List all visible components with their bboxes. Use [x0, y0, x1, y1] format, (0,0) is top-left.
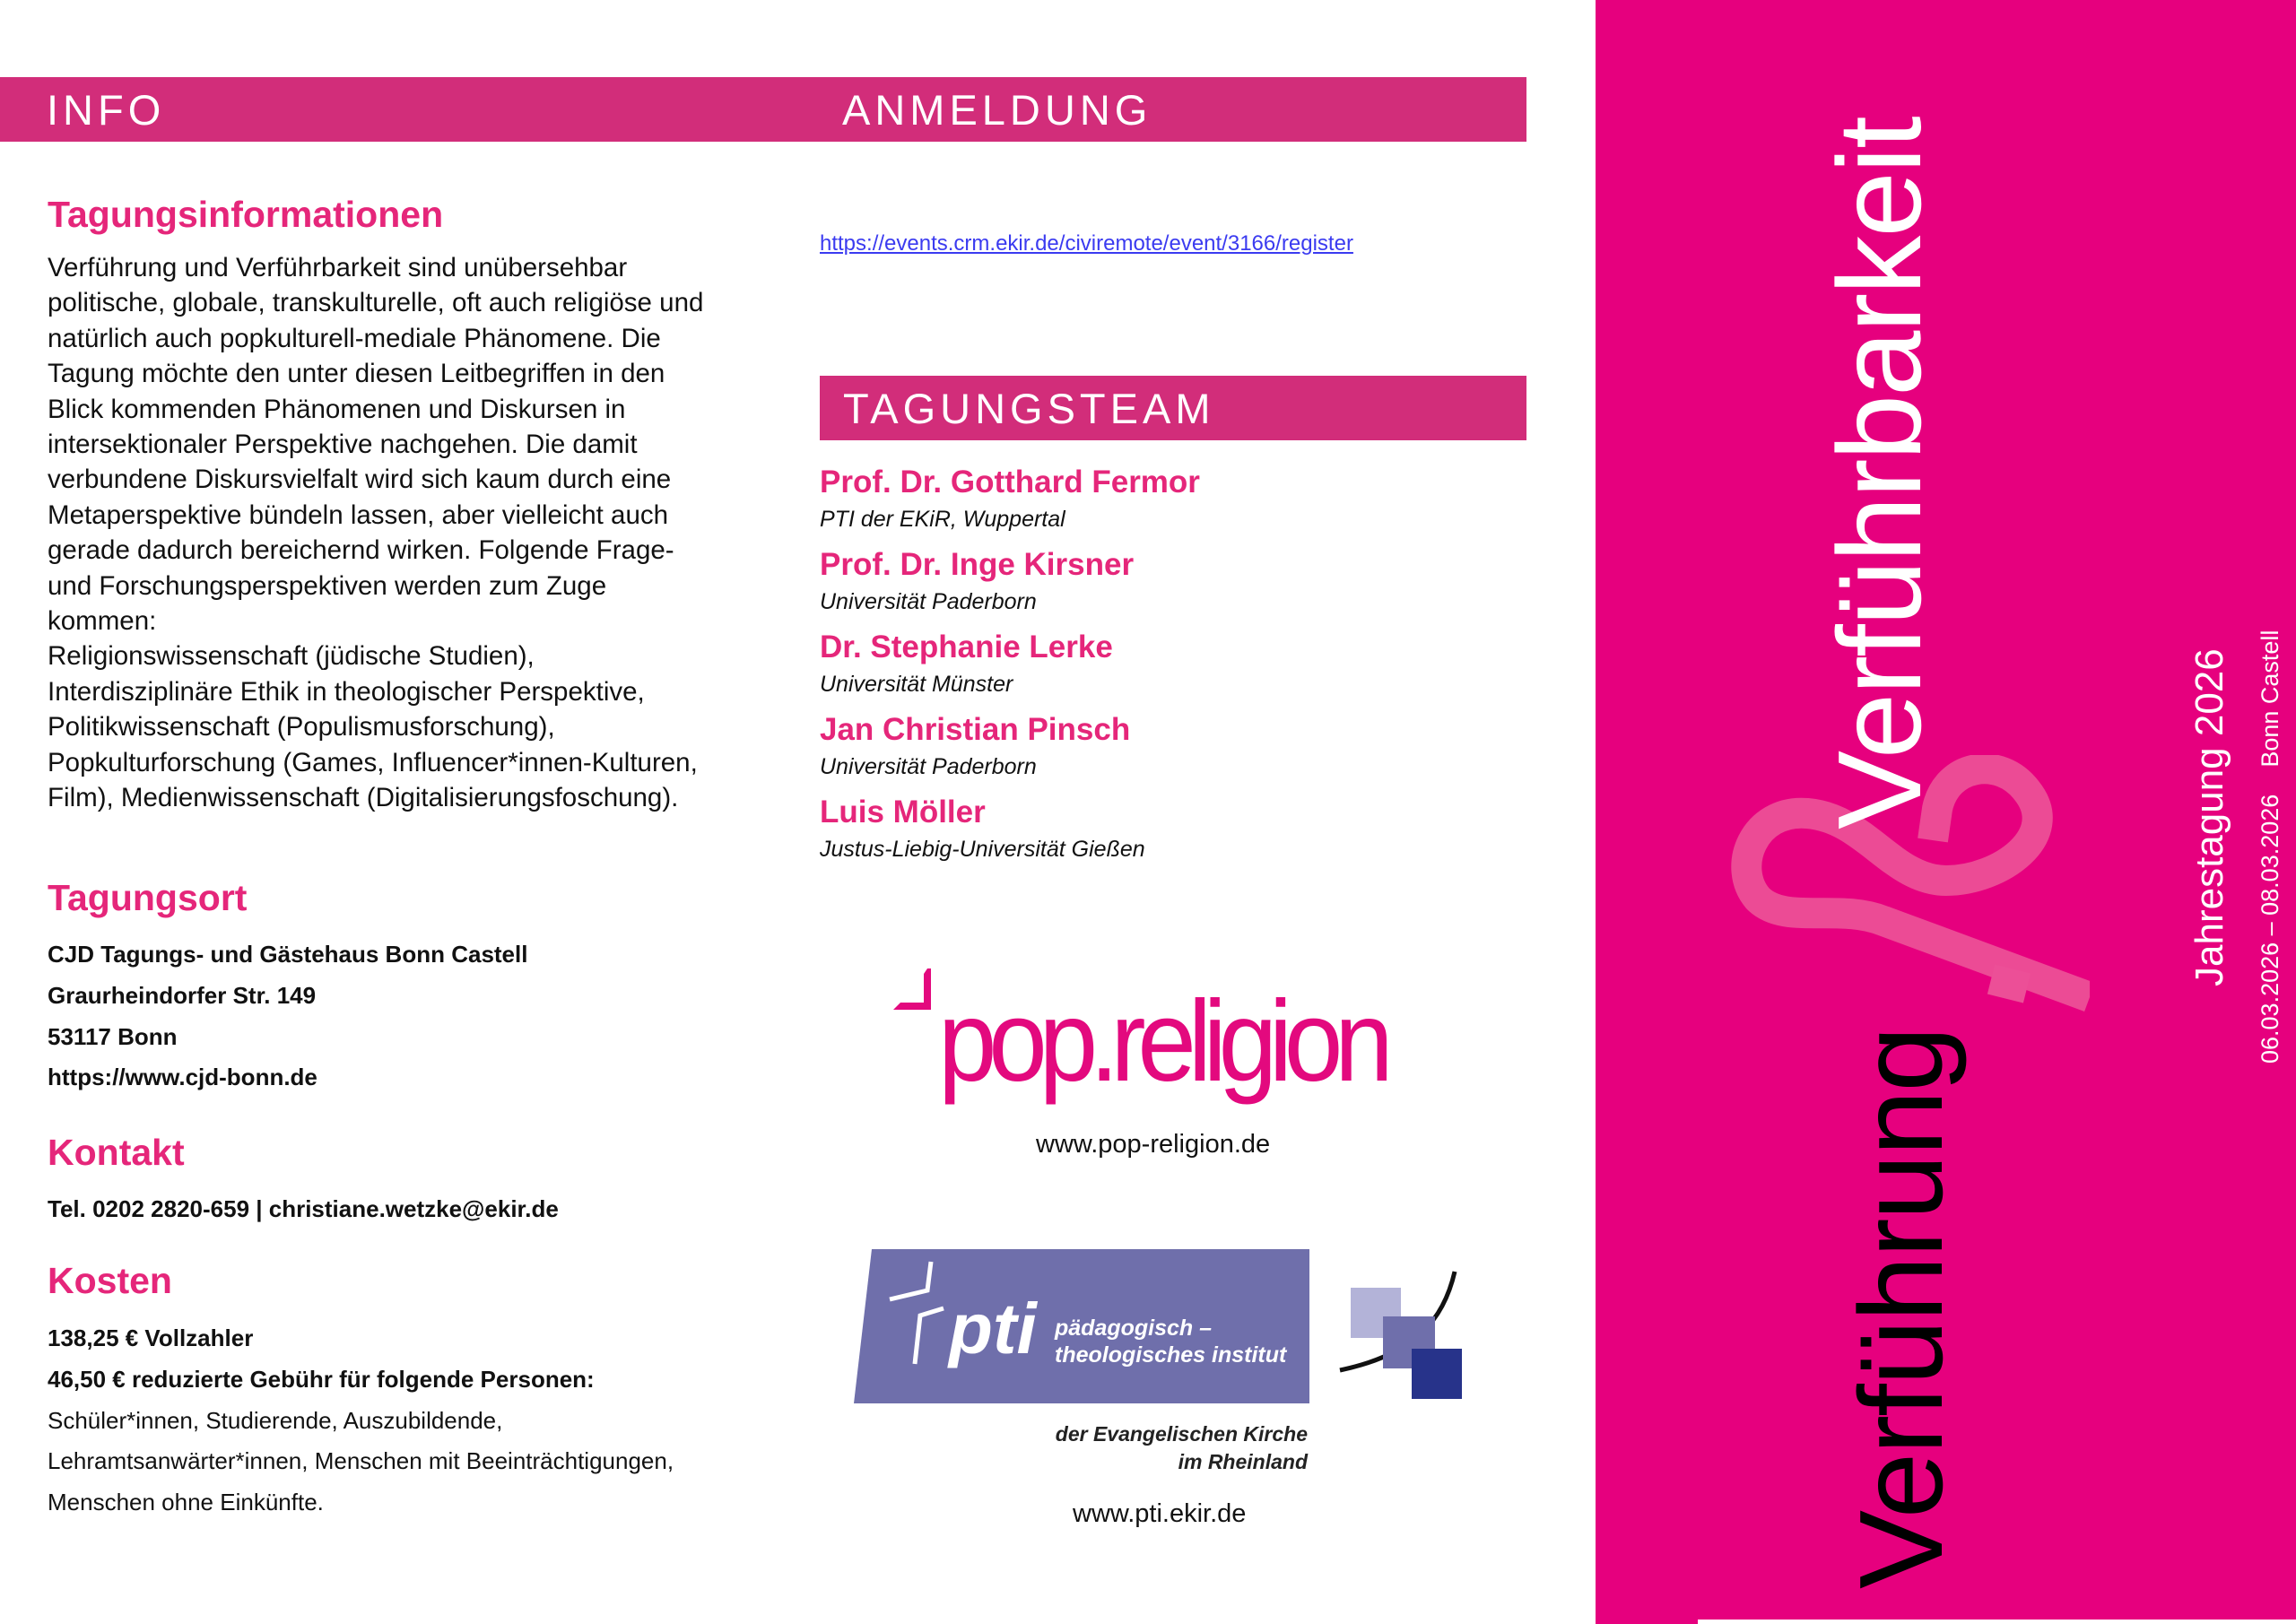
heading-kosten: Kosten — [48, 1260, 172, 1301]
tagungsinformationen-body — [48, 250, 756, 816]
body-line: Popkulturforschung (Games, Influencer*innen-Kulturen, — [48, 747, 698, 777]
cover-bottom-edge — [1698, 1620, 2296, 1624]
body-line: intersektionaler Perspektive nachgehen. Die damit — [48, 430, 638, 460]
pti-church-line: der Evangelischen Kirche — [1055, 1422, 1308, 1446]
cover-title-verfuehrung: Verführung — [1835, 1028, 1967, 1589]
team-member — [820, 791, 1519, 864]
team-member-affiliation: PTI der EKiR, Wuppertal — [820, 507, 1065, 532]
body-line: kommen: — [48, 606, 157, 637]
pti-squares-icon — [1336, 1264, 1462, 1408]
body-line: Verführung und Verführbarkeit sind unübersehbar — [48, 253, 628, 282]
body-line: Blick kommenden Phänomenen und Diskursen in — [48, 394, 626, 424]
banner-anmeldung-label: ANMELDUNG — [842, 85, 1152, 134]
team-member-name: Dr. Stephanie Lerke — [820, 630, 1113, 664]
poprel-corner-icon — [893, 968, 931, 1010]
heading-tagungsort: Tagungsort — [48, 877, 248, 918]
team-member-name: Prof. Dr. Inge Kirsner — [820, 547, 1135, 582]
kosten-block — [48, 1318, 756, 1524]
team-member — [820, 543, 1519, 617]
venue-name: CJD Tagungs- und Gästehaus Bonn Castell — [48, 941, 528, 968]
heading-tagungsinformationen: Tagungsinformationen — [48, 194, 444, 235]
body-line: und Forschungsperspektiven werden zum Zuge — [48, 570, 607, 601]
body-line: politische, globale, transkulturelle, oft auch religiöse und — [48, 288, 704, 318]
cover-dates: 06.03.2026 – 08.03.2026 — [2257, 794, 2283, 1064]
cover-title-verfuehrbarkeit: Verführbarkeit — [1813, 117, 1945, 829]
cover-subtitle: Jahrestagung 2026 — [2187, 648, 2231, 986]
banner-info-label: INFO — [47, 85, 166, 134]
team-member — [820, 708, 1519, 782]
team-member-affiliation: Justus-Liebig-Universität Gießen — [820, 837, 1145, 862]
pti-url[interactable]: www.pti.ekir.de — [1073, 1499, 1247, 1528]
kontakt-block — [48, 1189, 756, 1230]
body-line: Politikwissenschaft (Populismusforschung), — [48, 712, 555, 743]
team-member-name: Jan Christian Pinsch — [820, 712, 1131, 747]
pti-church-line: im Rheinland — [1178, 1450, 1308, 1473]
poprel-wordmark: pop.religion — [938, 977, 1386, 1106]
body-line: Film), Medienwissenschaft (Digitalisierungsfoschung). — [48, 783, 679, 813]
team-member — [820, 461, 1519, 534]
cover-location: Bonn Castell — [2257, 630, 2283, 768]
venue-url-link[interactable]: https://www.cjd-bonn.de — [48, 1064, 317, 1091]
body-line: Religionswissenschaft (jüdische Studien), — [48, 641, 535, 672]
heading-kontakt: Kontakt — [48, 1132, 185, 1173]
pti-subtitle-line: theologisches institut — [1055, 1342, 1287, 1368]
pti-church-text — [987, 1420, 1308, 1476]
poprel-url[interactable]: www.pop-religion.de — [1036, 1130, 1271, 1159]
section-banner — [0, 77, 1526, 142]
section-banner-tagungsteam — [820, 376, 1526, 440]
venue-city: 53117 Bonn — [48, 1022, 178, 1050]
contact-line: Tel. 0202 2820-659 | christiane.wetzke@ekir.de — [48, 1195, 559, 1222]
team-list — [820, 461, 1519, 873]
body-line: Interdisziplinäre Ethik in theologischer Perspektive, — [48, 676, 645, 707]
cover-dates-location — [2258, 630, 2283, 1064]
price-full: 138,25 € Vollzahler — [48, 1324, 254, 1351]
team-member-affiliation: Universität Münster — [820, 672, 1013, 697]
price-reduced: 46,50 € reduzierte Gebühr für folgende Personen: — [48, 1365, 595, 1393]
venue-street: Graurheindorfer Str. 149 — [48, 981, 317, 1009]
tagungsort-block — [48, 934, 756, 1099]
body-line: verbundene Diskursvielfalt wird sich kaum durch eine — [48, 465, 672, 495]
team-member-affiliation: Universität Paderborn — [820, 754, 1037, 779]
pti-wordmark: pti — [949, 1289, 1037, 1368]
team-member-name: Luis Möller — [820, 795, 986, 829]
reduced-group: Schüler*innen, Studierende, Auszubildende, — [48, 1406, 503, 1434]
pti-subtitle-line: pädagogisch – — [1055, 1316, 1213, 1341]
banner-tagungsteam-label: TAGUNGSTEAM — [843, 384, 1215, 432]
team-member-name: Prof. Dr. Gotthard Fermor — [820, 465, 1200, 499]
body-line: Metaperspektive bündeln lassen, aber vielleicht auch — [48, 499, 669, 530]
reduced-group: Lehramtsanwärter*innen, Menschen mit Beeinträchtigungen, — [48, 1447, 674, 1475]
pti-subtitle — [1055, 1315, 1286, 1368]
team-member — [820, 626, 1519, 699]
body-line: natürlich auch popkulturell-mediale Phänomene. Die — [48, 323, 661, 353]
team-member-affiliation: Universität Paderborn — [820, 589, 1037, 614]
reduced-group: Menschen ohne Einkünfte. — [48, 1489, 324, 1516]
registration-link[interactable]: https://events.crm.ekir.de/civiremote/event/3166/register — [820, 231, 1353, 256]
body-line: gerade dadurch bereichernd wirken. Folgende Frage- — [48, 535, 674, 566]
body-line: Tagung möchte den unter diesen Leitbegriffen in den — [48, 359, 665, 389]
